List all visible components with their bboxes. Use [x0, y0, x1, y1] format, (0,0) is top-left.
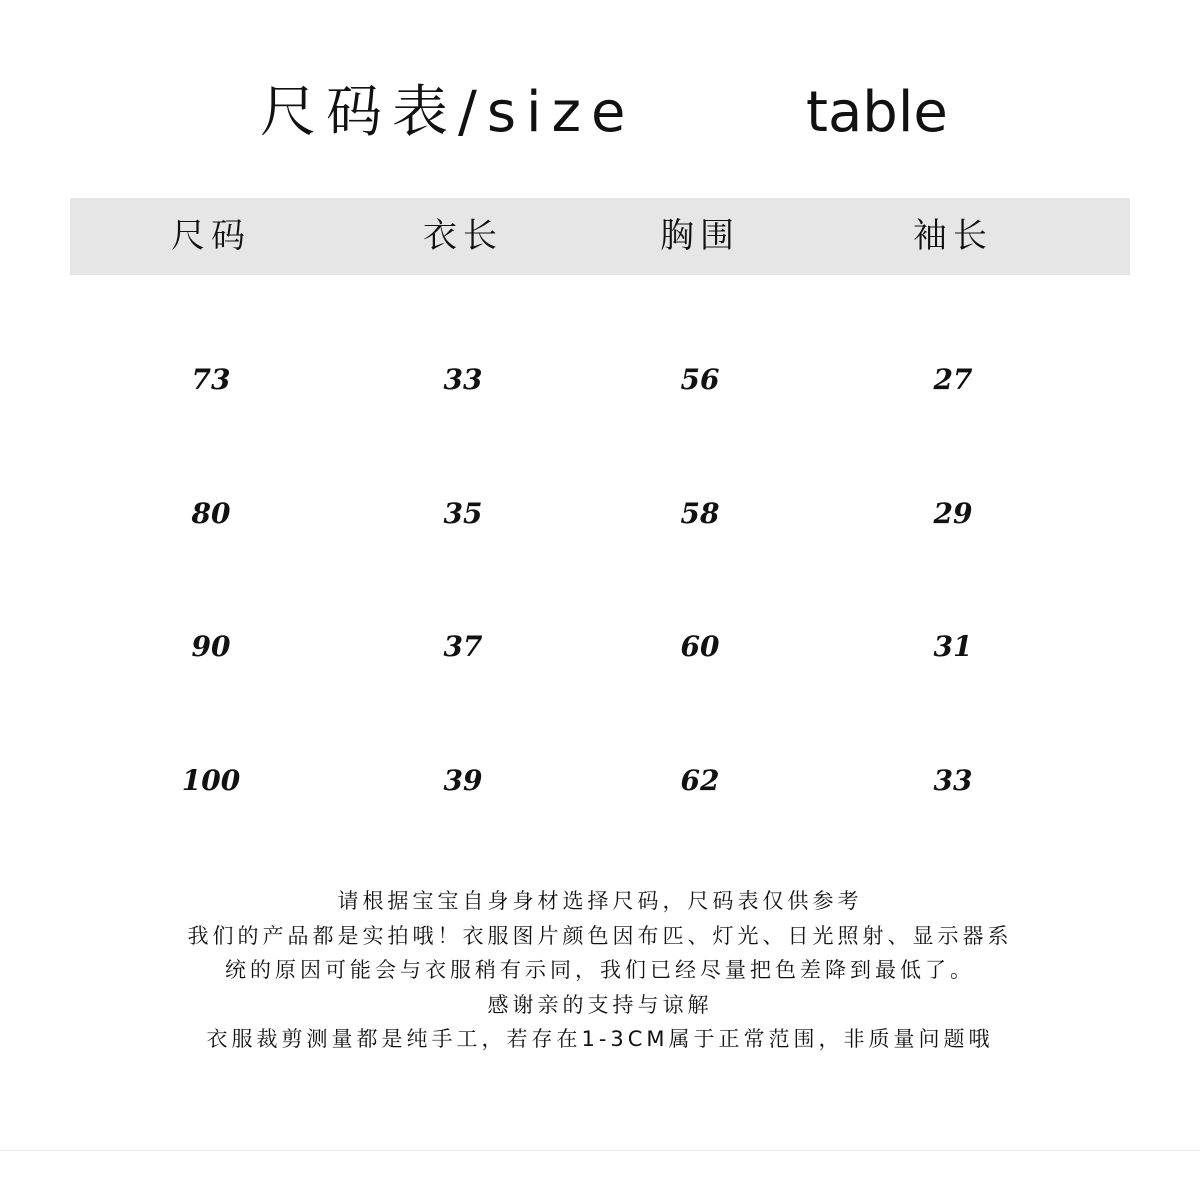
size-notes: [60, 884, 1140, 1057]
cell-size: 80: [191, 497, 231, 530]
cell-chest: 62: [680, 764, 720, 797]
header-chest: 胸围: [660, 216, 740, 256]
cell-length: 35: [443, 497, 483, 530]
note-line: 感谢亲的支持与谅解: [487, 992, 713, 1017]
cell-length: 37: [443, 630, 483, 663]
cell-size: 90: [191, 630, 231, 663]
note-line: 统的原因可能会与衣服稍有示同，我们已经尽量把色差降到最低了。: [225, 958, 975, 982]
header-sleeve: 袖长: [913, 216, 993, 256]
cell-chest: 60: [680, 630, 720, 663]
table-row: [0, 751, 1200, 811]
table-row: [0, 484, 1200, 544]
table-row: [0, 617, 1200, 677]
table-row: [0, 350, 1200, 410]
cell-size: 100: [181, 764, 241, 797]
note-line: 我们的产品都是实拍哦！衣服图片颜色因布匹、灯光、日光照射、显示器系: [187, 923, 1013, 948]
size-table-title-suffix: table: [806, 80, 948, 145]
cell-chest: 58: [680, 497, 720, 530]
bottom-divider: [0, 1150, 1200, 1151]
cell-sleeve: 27: [933, 363, 973, 396]
cell-size: 73: [191, 363, 231, 396]
cell-chest: 56: [680, 363, 720, 396]
cell-sleeve: 31: [933, 630, 973, 663]
cell-length: 39: [443, 764, 483, 797]
table-header-row: [70, 198, 1130, 275]
cell-sleeve: 29: [933, 497, 973, 530]
size-table-title: 尺码表/size: [260, 80, 636, 145]
header-size: 尺码: [171, 216, 251, 256]
cell-length: 33: [443, 363, 483, 396]
header-length: 衣长: [423, 216, 503, 256]
cell-sleeve: 33: [933, 764, 973, 797]
note-line: 衣服裁剪测量都是纯手工，若存在1-3CM属于正常范围，非质量问题哦: [206, 1027, 994, 1051]
note-line: 请根据宝宝自身身材选择尺码，尺码表仅供参考: [337, 889, 863, 913]
